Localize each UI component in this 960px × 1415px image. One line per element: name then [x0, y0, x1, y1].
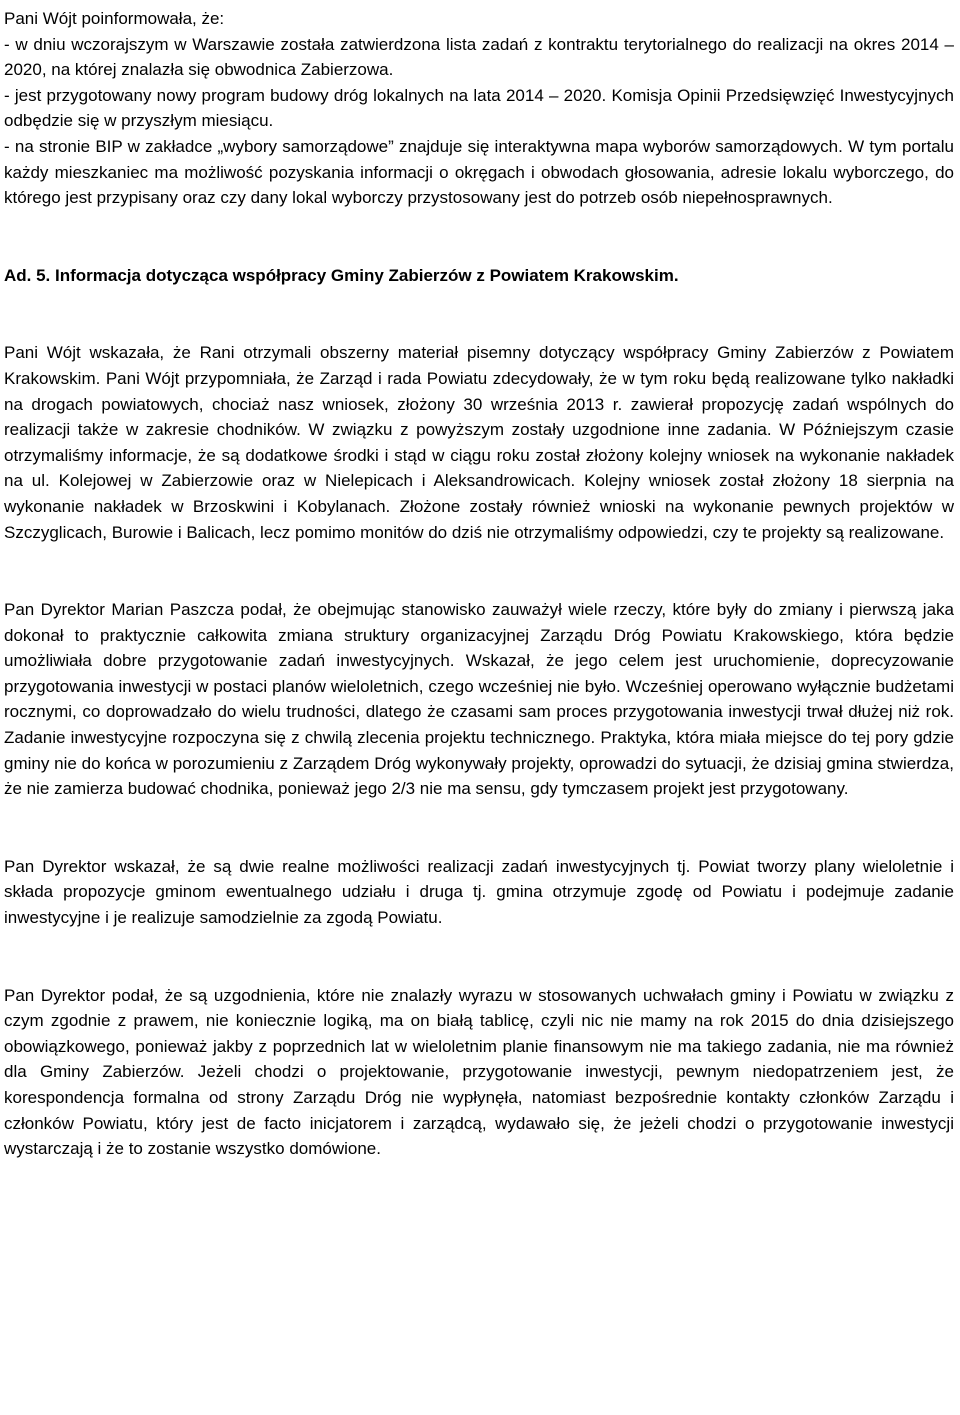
bullet-road-program: - jest przygotowany nowy program budowy dróg lokalnych na lata 2014 – 2020. Komisja Opinii Przedsięwzięć Inwestycyjnych odbędzie się w przyszłym miesiącu. — [4, 85, 954, 131]
section-heading-ad5: Ad. 5. Informacja dotycząca współpracy Gminy Zabierzów z Powiatem Krakowskim. — [4, 265, 679, 285]
spacer — [4, 211, 954, 263]
intro-line: Pani Wójt poinformowała, że: — [4, 9, 225, 28]
spacer — [4, 802, 954, 854]
spacer — [4, 931, 954, 983]
paragraph-wojt-cooperation: Pani Wójt wskazała, że Rani otrzymali obszerny materiał pisemny dotyczący współpracy Gminy Zabierzów z Powiatem Krakowskim. Pani Wójt przypomniała, że Zarząd i rada Powiatu zdecydowały, że w tym roku będą realizowane tylko nakładki na drogach powiatowych, chociaż nasz wniosek, złożony 30 września 2013 r. zawierał propozycję zadań wspólnych do realizacji także w zakresie chodników. W związku z powyższym zostały uzgodnione inne zadania. W Późniejszym czasie otrzymaliśmy informacje, że są dodatkowe środki i stąd w ciągu roku został złożony kolejny wniosek na wykonanie nakładek na ul. Kolejowej w Zabierzowie oraz w Nielepicach i Aleksandrowicach. Kolejny wniosek został złożony 18 sierpnia na wykonanie nakładek w Brzoskwini i Kobylanach. Złożone zostały również wnioski na wykonanie pewnych projektów w Szczyglicach, Burowie i Balicach, lecz pomimo monitów do dziś nie otrzymaliśmy odpowiedzi, czy te projekty są realizowane. — [4, 343, 954, 542]
paragraph-director-options: Pan Dyrektor wskazał, że są dwie realne możliwości realizacji zadań inwestycyjnych tj. Powiat tworzy plany wieloletnie i składa propozycje gminom ewentualnego udziału i druga tj. gmina otrzymuje zgodę od Powiatu i podejmuje zadanie inwestycyjne i je realizuje samodzielnie za zgodą Powiatu. — [4, 856, 954, 928]
document-page — [4, 6, 954, 1162]
spacer — [4, 288, 954, 340]
spacer — [4, 545, 954, 597]
paragraph-director-agreements: Pan Dyrektor podał, że są uzgodnienia, które nie znalazły wyrazu w stosowanych uchwałach gminy i Powiatu w związku z czym zgodnie z prawem, nie koniecznie logiką, ma on białą tablicę, czyli nic nie mamy na rok 2015 do dnia dzisiejszego obowiązkowego, ponieważ jakby z poprzednich lat w wieloletnim planie finansowym nie ma takiego zadania, nie ma również dla Gminy Zabierzów. Jeżeli chodzi o projektowanie, przygotowanie inwestycji, pewnym niedopatrzeniem jest, że korespondencja formalna od strony Zarządu Dróg nie wypłynęła, natomiast bezpośrednie kontakty członków Zarządu i członków Powiatu, który jest de facto inicjatorem i zarządcą, wydawało się, że jeżeli chodzi o przygotowanie inwestycji wystarczają i że to zostanie wszystko domówione. — [4, 985, 954, 1159]
bullet-contract-list: - w dniu wczorajszym w Warszawie została zatwierdzona lista zadań z kontraktu terytorialnego do realizacji na okres 2014 – 2020, na której znalazła się obwodnica Zabierzowa. — [4, 34, 954, 80]
bullet-bip-map: - na stronie BIP w zakładce „wybory samorządowe” znajduje się interaktywna mapa wyborów samorządowych. W tym portalu każdy mieszkaniec ma możliwość pozyskania informacji o okręgach i obwodach głosowania, adresie lokalu wyborczego, do którego jest przypisany oraz czy dany lokal wyborczy przystosowany jest do potrzeb osób niepełnosprawnych. — [4, 136, 954, 208]
paragraph-director-structure: Pan Dyrektor Marian Paszcza podał, że obejmując stanowisko zauważył wiele rzeczy, które były do zmiany i pierwszą jaka dokonał to praktycznie całkowita zmiana struktury organizacyjnej Zarządu Dróg Powiatu Krakowskiego, która będzie umożliwiała dobre przygotowanie zadań inwestycyjnych. Wskazał, że jego celem jest uruchomienie, doprecyzowanie przygotowania inwestycji w postaci planów wieloletnich, czego wcześniej nie było. Wcześniej operowano wyłącznie budżetami rocznymi, co doprowadzało do wielu trudności, dlatego że czasami sam proces przygotowania inwestycji trwał dłużej niż rok. Zadanie inwestycyjne rozpoczyna się z chwilą zlecenia projektu technicznego. Praktyka, która miała miejsce do tej pory gdzie gminy nie do końca w porozumieniu z Zarządem Dróg wykonywały projekty, oprowadzi do sytuacji, że dzisiaj gmina stwierdza, że nie zamierza budować chodnika, ponieważ jego 2/3 nie ma sensu, gdy tymczasem projekt jest przygotowany. — [4, 600, 954, 799]
